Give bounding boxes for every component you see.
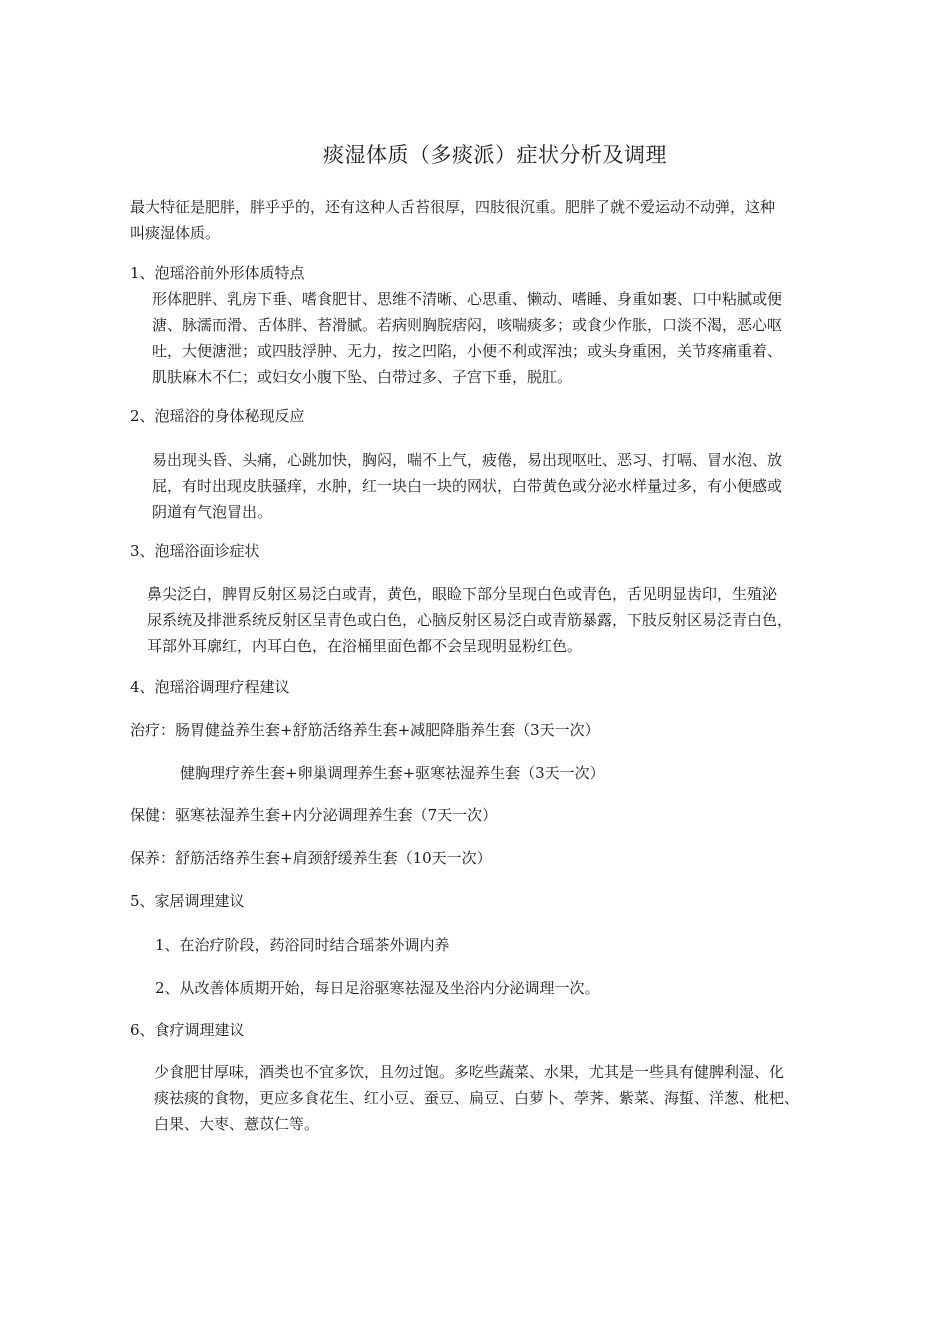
body-line: 尿系统及排泄系统反射区呈青色或白色，心脑反射区易泛白或青筋暴露，下肢反射区易泛青白色， [147,611,793,629]
treatment-plan-line: 健胸理疗养生套+卵巢调理养生套+驱寒祛湿养生套（3天一次） [180,764,605,782]
intro-paragraph [130,194,775,246]
section-heading-2: 2、泡瑶浴的身体秘现反应 [130,407,305,425]
body-line: 阴道有气泡冒出。 [152,503,273,521]
intro-line: 叫痰湿体质。 [130,224,221,242]
section-3-body [147,581,792,659]
body-line: 屁，有时出现皮肤骚痒，水肿，红一块白一块的网状，白带黄色或分泌水样量过多，有小便感或 [152,477,783,495]
health-care-plan-line: 保健：驱寒祛湿养生套+内分泌调理养生套（7天一次） [130,806,498,824]
section-heading-1: 1、泡瑶浴前外形体质特点 [130,264,305,282]
body-line: 溏、脉濡而滑、舌体胖、苔滑腻。若病则胸脘痞闷，咳喘痰多；或食少作胀，口淡不渴，恶心呕 [152,316,783,334]
treatment-plan-line: 治疗：肠胃健益养生套+舒筋活络养生套+减肥降脂养生套（3天一次） [130,721,600,739]
body-line: 形体肥胖、乳房下垂、嗜食肥甘、思维不清晰、心思重、懒动、嗜睡、身重如裹、口中粘腻或便 [152,290,783,308]
body-line: 痰祛痰的食物，更应多食花生、红小豆、蚕豆、扁豆、白萝卜、荸荠、紫菜、海蜇、洋葱、枇杷、 [154,1089,800,1107]
section-heading-6: 6、食疗调理建议 [130,1021,245,1039]
section-heading-3: 3、泡瑶浴面诊症状 [130,542,260,560]
body-line: 鼻尖泛白，脾胃反射区易泛白或青，黄色，眼睑下部分呈现白色或青色，舌见明显齿印，生殖泌 [147,585,778,603]
document-title: 痰湿体质（多痰派）症状分析及调理 [323,143,667,167]
section-1-body [152,286,782,390]
section-heading-4: 4、泡瑶浴调理疗程建议 [130,678,290,696]
intro-line: 最大特征是肥胖，胖乎乎的，还有这种人舌苔很厚，四肢很沉重。肥胖了就不爱运动不动弹，这种 [130,198,776,216]
maintenance-plan-line: 保养：舒筋活络养生套+肩颈舒缓养生套（10天一次） [130,849,492,867]
body-line: 易出现头昏、头痛，心跳加快，胸闷，喘不上气，疲倦，易出现呕吐、恶习、打嗝、冒水泡、放 [152,451,783,469]
section-2-body [152,447,782,525]
body-line: 少食肥甘厚味，酒类也不宜多饮，且勿过饱。多吃些蔬菜、水果，尤其是一些具有健脾利湿、化 [154,1063,785,1081]
home-care-item: 2、从改善体质期开始，每日足浴驱寒祛湿及坐浴内分泌调理一次。 [155,979,600,997]
body-line: 吐，大便溏泄；或四肢浮肿、无力，按之凹陷，小便不利或浑浊；或头身重困，关节疼痛重着、 [152,342,783,360]
section-6-body [154,1059,799,1137]
home-care-item: 1、在治疗阶段，药浴同时结合瑶茶外调内养 [155,936,450,954]
body-line: 耳部外耳廓红，内耳白色，在浴桶里面色都不会呈现明显粉红色。 [147,637,583,655]
section-heading-5: 5、家居调理建议 [130,892,245,910]
body-line: 肌肤麻木不仁；或妇女小腹下坠、白带过多、子宫下垂，脱肛。 [152,368,573,386]
body-line: 白果、大枣、薏苡仁等。 [154,1115,320,1133]
